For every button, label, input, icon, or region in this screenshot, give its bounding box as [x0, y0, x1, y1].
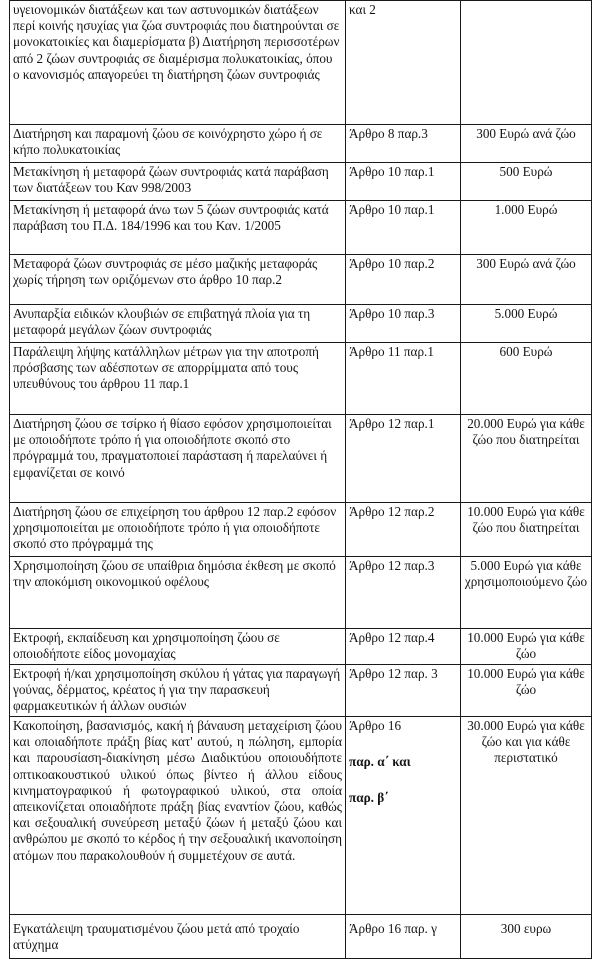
table-row [10, 343, 592, 415]
document-page [9, 0, 591, 965]
table-row [10, 503, 592, 557]
law-article: Άρθρο 11 παρ.1 [346, 343, 461, 415]
table-row [10, 201, 592, 255]
violation-description: Εγκατάλειψη τραυματισμένου ζώου μετά από τροχαίο ατύχημα [10, 915, 346, 959]
fine-amount: 30.000 Ευρώ για κάθε ζώο και για κάθε περιστατικό [461, 717, 592, 915]
fine-amount: 600 Ευρώ [461, 343, 592, 415]
law-article-paragraph-b: παρ. β΄ [349, 790, 389, 806]
violation-description: Εκτροφή ή/και χρησιμοποίηση σκύλου ή γάτας για παραγωγή γούνας, δέρματος, κρέατος ή για την παρασκευή φαρμακευτικών ή άλλων ουσιών [10, 665, 346, 717]
law-article: Άρθρο 10 παρ.3 [346, 305, 461, 343]
law-article: Άρθρο 12 παρ.2 [346, 503, 461, 557]
law-article: Άρθρο 12 παρ.1 [346, 415, 461, 503]
violation-description: Μετακίνηση ή μεταφορά ζώων συντροφιάς κατά παράβαση των διατάξεων του Καν 998/2003 [10, 163, 346, 201]
law-article: Άρθρο 12 παρ.4 [346, 629, 461, 665]
law-article: Άρθρο 10 παρ.1 [346, 201, 461, 255]
fine-amount: 300 Ευρώ ανά ζώο [461, 125, 592, 163]
table-row [10, 163, 592, 201]
table-row [10, 915, 592, 959]
fine-amount: 10.000 Ευρώ για κάθε ζώο που διατηρείται [461, 503, 592, 557]
law-article: Άρθρο 16 [349, 718, 402, 733]
fine-amount: 300 ευρω [461, 915, 592, 959]
violation-description: Χρησιμοποίηση ζώου σε υπαίθρια δημόσια έκθεση με σκοπό την αποκόμιση οικονομικού οφέλους [10, 557, 346, 629]
table-row [10, 557, 592, 629]
violation-description: Μετακίνηση ή μεταφορά άνω των 5 ζώων συντροφιάς κατά παράβαση του Π.Δ. 184/1996 και του Καν. 1/2005 [10, 201, 346, 255]
fine-amount: 500 Ευρώ [461, 163, 592, 201]
violation-description: Μεταφορά ζώων συντροφιάς σε μέσο μαζικής μεταφοράς χωρίς τήρηση των οριζόμενων στο άρθρο 10 παρ.2 [10, 255, 346, 305]
fine-amount: 20.000 Ευρώ για κάθε ζώο που διατηρείται [461, 415, 592, 503]
violation-description: υγειονομικών διατάξεων και των αστυνομικών διατάξεων περί κοινής ησυχίας για ζώα συντροφιάς που διατηρούνται σε μονοκατοικίες και διαμερίσματα β) Διατήρηση περισσοτέρων από 2 ζώων συντροφιάς σε διαμέρισμα πολυκατοικίας, όπου ο κανονισμός απαγορεύει τη διατήρηση ζώων συντροφιάς [10, 1, 346, 125]
law-article-paragraph-a: παρ. α΄ και [349, 754, 411, 770]
law-article: Άρθρο 8 παρ.3 [346, 125, 461, 163]
fine-amount: 10.000 Ευρώ για κάθε ζώο [461, 665, 592, 717]
penalties-table [9, 0, 592, 959]
table-row [10, 665, 592, 717]
fine-amount [461, 1, 592, 125]
table-row [10, 629, 592, 665]
violation-description: Διατήρηση ζώου σε επιχείρηση του άρθρου 12 παρ.2 εφόσον χρησιμοποιείται με οποιοδήποτε τρόπο ή για οποιοδήποτε σκοπό στο πρόγραμμά της [10, 503, 346, 557]
table-row [10, 1, 592, 125]
table-row [10, 717, 592, 915]
fine-amount: 10.000 Ευρώ για κάθε ζώο [461, 629, 592, 665]
violation-description: Εκτροφή, εκπαίδευση και χρησιμοποίηση ζώου σε οποιοδήποτε είδος μονομαχίας [10, 629, 346, 665]
law-article: Άρθρο 10 παρ.1 [346, 163, 461, 201]
fine-amount: 5.000 Ευρώ για κάθε χρησιμοποιούμενο ζώο [461, 557, 592, 629]
violation-description: Διατήρηση ζώου σε τσίρκο ή θίασο εφόσον χρησιμοποιείται με οποιοδήποτε τρόπο ή για οποιοδήποτε σκοπό στο πρόγραμμά του, πραγματοποιεί παράσταση ή παρελαύνει ή εμφανίζεται σε κοινό [10, 415, 346, 503]
fine-amount: 1.000 Ευρώ [461, 201, 592, 255]
violation-description: Ανυπαρξία ειδικών κλουβιών σε επιβατηγά πλοία για τη μεταφορά μεγάλων ζώων συντροφιάς [10, 305, 346, 343]
law-article: Άρθρο 12 παρ.3 [346, 557, 461, 629]
fine-amount: 300 Ευρώ ανά ζώο [461, 255, 592, 305]
law-article: Άρθρο 12 παρ. 3 [346, 665, 461, 717]
violation-description: Διατήρηση και παραμονή ζώου σε κοινόχρηστο χώρο ή σε κήπο πολυκατοικίας [10, 125, 346, 163]
table-row [10, 125, 592, 163]
table-row [10, 255, 592, 305]
table-row [10, 415, 592, 503]
law-article: και 2 [346, 1, 461, 125]
fine-amount: 5.000 Ευρώ [461, 305, 592, 343]
table-row [10, 305, 592, 343]
law-article: Άρθρο 16 παρ. γ [346, 915, 461, 959]
violation-description: Παράλειψη λήψης κατάλληλων μέτρων για την αποτροπή πρόσβασης των αδέσποτων σε απορρίμματα από τους υπευθύνους του άρθρου 11 παρ.1 [10, 343, 346, 415]
law-article-cell [346, 717, 461, 915]
law-article: Άρθρο 10 παρ.2 [346, 255, 461, 305]
violation-description: Κακοποίηση, βασανισμός, κακή ή βάναυση μεταχείριση ζώου και οποιαδήποτε πράξη βίας κατ' αυτού, η πώληση, εμπορία και παρουσίαση-διακίνηση μέσω Διαδικτύου οποιουδήποτε οπτικοακουστικού υλικού όπως βίντεο ή άλλου είδους κινηματογραφικού ή φωτογραφικού υλικού, στα οποία απεικονίζεται οποιαδήποτε πράξη βίας εναντίον ζώου, καθώς και σεξουαλική συνεύρεση μεταξύ ζώων ή μεταξύ ζώου και ανθρώπου με σκοπό το κέρδος ή την σεξουαλική ικανοποίηση ατόμων που παρακολουθούν ή συμμετέχουν σε αυτά. [10, 717, 346, 915]
